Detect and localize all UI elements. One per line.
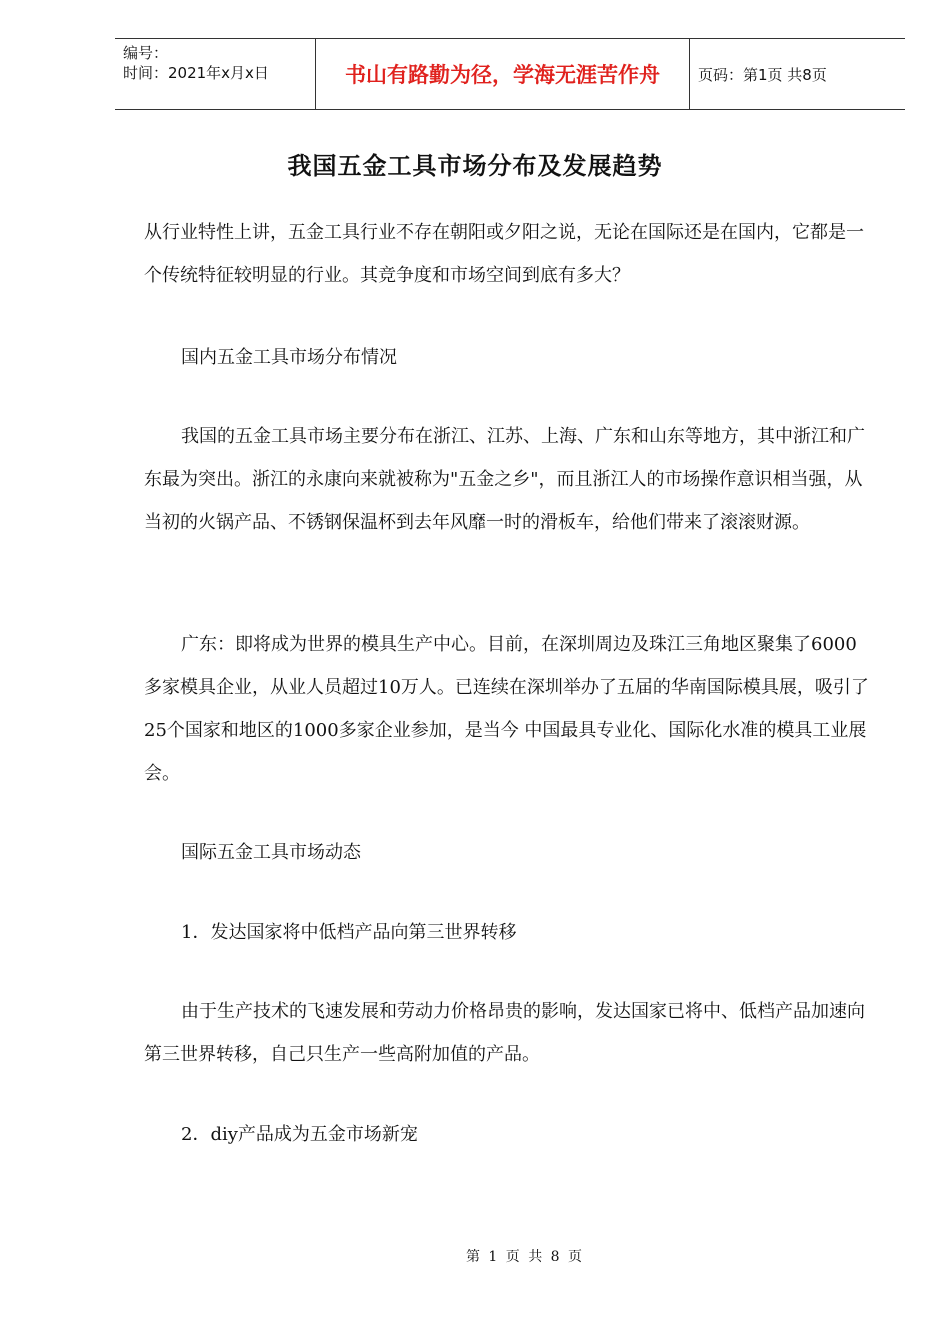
heading-domestic: 国内五金工具市场分布情况 <box>181 347 397 368</box>
heading-international: 国际五金工具市场动态 <box>181 842 361 863</box>
number-label: 编号： <box>123 44 169 62</box>
time-label: 时间：2021年x月x日 <box>123 64 269 82</box>
paragraph-item-1: 由于生产技术的飞速发展和劳动力价格昂贵的影响，发达国家已将中、低档产品加速向第三世界转移，自己只生产一些高附加值的产品。 <box>144 1001 865 1065</box>
heading-item-2: 2．diy产品成为五金市场新宠 <box>181 1124 418 1145</box>
page-footer: 第 1 页 共 8 页 <box>465 1249 585 1265</box>
paragraph-intro: 从行业特性上讲，五金工具行业不存在朝阳或夕阳之说，无论在国际还是在国内，它都是一个传统特征较明显的行业。其竞争度和市场空间到底有多大？ <box>144 222 864 286</box>
header-motto: 书山有路勤为径，学海无涯苦作舟 <box>316 39 690 109</box>
paragraph-domestic: 我国的五金工具市场主要分布在浙江、江苏、上海、广东和山东等地方，其中浙江和广东最为突出。浙江的永康向来就被称为"五金之乡"，而且浙江人的市场操作意识相当强，从当初的火锅产品、不锈钢保温杯到去年风靡一时的滑板车，给他们带来了滚滚财源。 <box>144 426 865 533</box>
paragraph-guangdong: 广东：即将成为世界的模具生产中心。目前，在深圳周边及珠江三角地区聚集了6000多家模具企业，从业人员超过10万人。已连续在深圳举办了五届的华南国际模具展，吸引了25个国家和地区的1000多家企业参加，是当今 中国最具专业化、国际化水准的模具工业展会。 <box>144 634 869 784</box>
header-meta <box>115 39 316 109</box>
header-table <box>115 38 905 110</box>
document-title: 我国五金工具市场分布及发展趋势 <box>287 151 663 180</box>
header-page-info: 页码：第1页 共8页 <box>698 65 827 84</box>
heading-item-1: 1．发达国家将中低档产品向第三世界转移 <box>181 922 517 943</box>
